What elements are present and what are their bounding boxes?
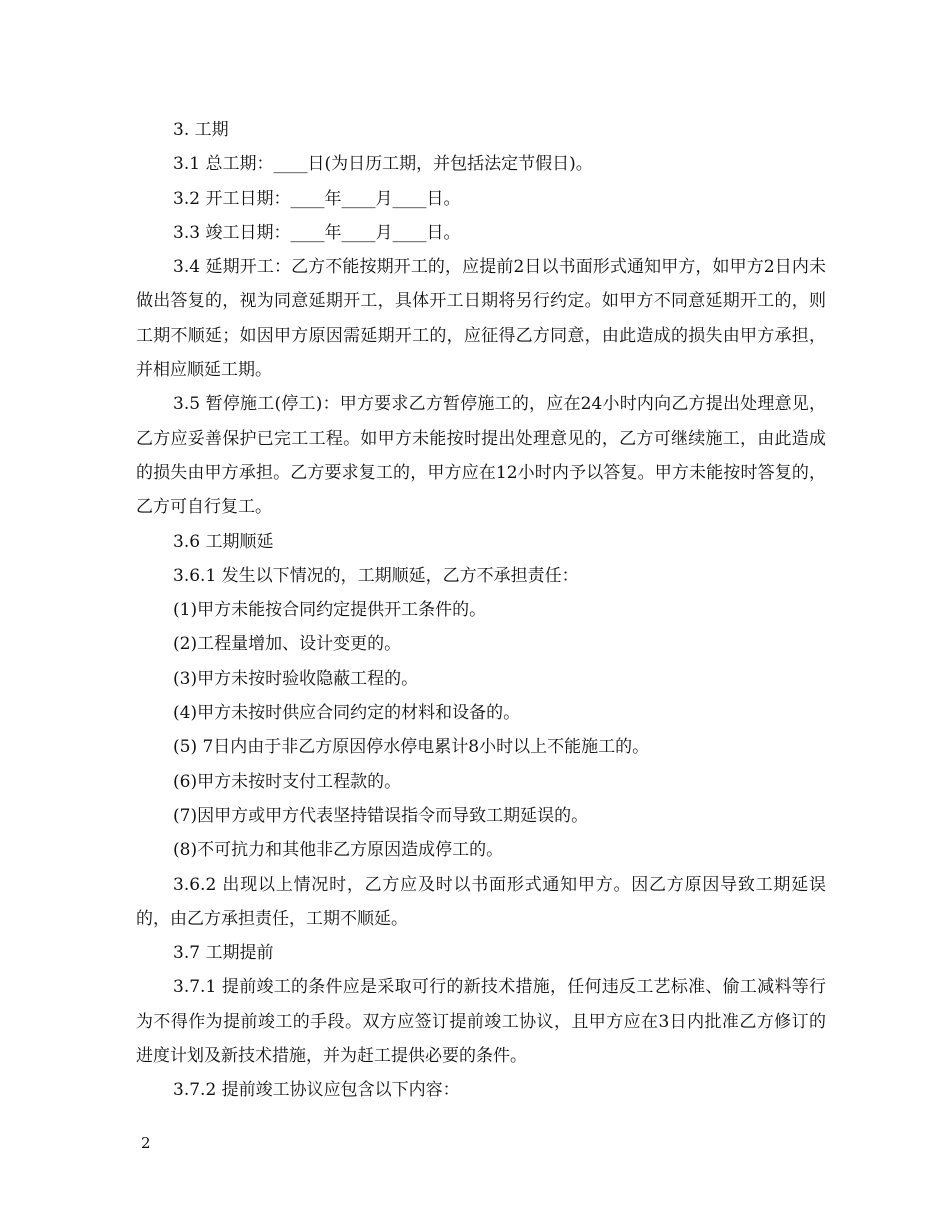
paragraph-3-7-early-completion-heading: 3.7 工期提前	[173, 943, 274, 964]
paragraph-3-6-2-notice: 3.6.2 出现以上情况时，乙方应及时以书面形式通知甲方。因乙方原因导致工期延误的，由乙方承担责任，工期不顺延。	[136, 874, 826, 929]
paragraph-3-7-1-early-conditions: 3.7.1 提前竣工的条件应是采取可行的新技术措施，任何违反工艺标准、偷工减料等行为不得作为提前竣工的手段。双方应签订提前竣工协议，且甲方应在3日内批准乙方修订的进度计划及新技术措施，并为赶工提供必要的条件。	[136, 977, 826, 1067]
list-item-8: (8)不可抗力和其他非乙方原因造成停工的。	[173, 840, 504, 861]
paragraph-3-5-suspension: 3.5 暂停施工(停工)：甲方要求乙方暂停施工的，应在24小时内向乙方提出处理意见，乙方应妥善保护已完工工程。如甲方未能按时提出处理意见的，乙方可继续施工，由此造成的损失由甲方承担。乙方要求复工的，甲方应在12小时内予以答复。甲方未能按时答复的，乙方可自行复工。	[136, 394, 826, 518]
paragraph-3-2-start-date: 3.2 开工日期：____年____月____日。	[173, 188, 461, 209]
page-number: 2	[141, 1134, 151, 1152]
paragraph-3-7-2-agreement-contents: 3.7.2 提前竣工协议应包含以下内容：	[173, 1080, 460, 1101]
list-item-1: (1)甲方未能按合同约定提供开工条件的。	[173, 600, 487, 621]
list-item-5: (5) 7日内由于非乙方原因停水停电累计8小时以上不能施工的。	[173, 737, 650, 758]
paragraph-3-6-1-conditions: 3.6.1 发生以下情况的，工期顺延，乙方不承担责任：	[173, 565, 579, 586]
paragraph-3-1-total-period: 3.1 总工期：____日(为日历工期，并包括法定节假日)。	[173, 154, 593, 175]
paragraph-3-3-completion-date: 3.3 竣工日期：____年____月____日。	[173, 222, 461, 243]
list-item-7: (7)因甲方或甲方代表坚持错误指令而导致工期延误的。	[173, 805, 589, 826]
paragraph-3-6-extension-heading: 3.6 工期顺延	[173, 531, 274, 552]
document-body	[136, 113, 826, 1108]
paragraph-3-4-delayed-start: 3.4 延期开工：乙方不能按期开工的，应提前2日以书面形式通知甲方，如甲方2日内未做出答复的，视为同意延期开工，具体开工日期将另行约定。如甲方不同意延期开工的，则工期不顺延；如因甲方原因需延期开工的，应征得乙方同意，由此造成的损失由甲方承担，并相应顺延工期。	[136, 257, 826, 381]
paragraph-section-3-heading: 3. 工期	[173, 120, 229, 140]
list-item-6: (6)甲方未按时支付工程款的。	[173, 771, 402, 792]
list-item-2: (2)工程量增加、设计变更的。	[173, 634, 402, 655]
list-item-4: (4)甲方未按时供应合同约定的材料和设备的。	[173, 703, 521, 724]
list-item-3: (3)甲方未按时验收隐蔽工程的。	[173, 668, 419, 689]
